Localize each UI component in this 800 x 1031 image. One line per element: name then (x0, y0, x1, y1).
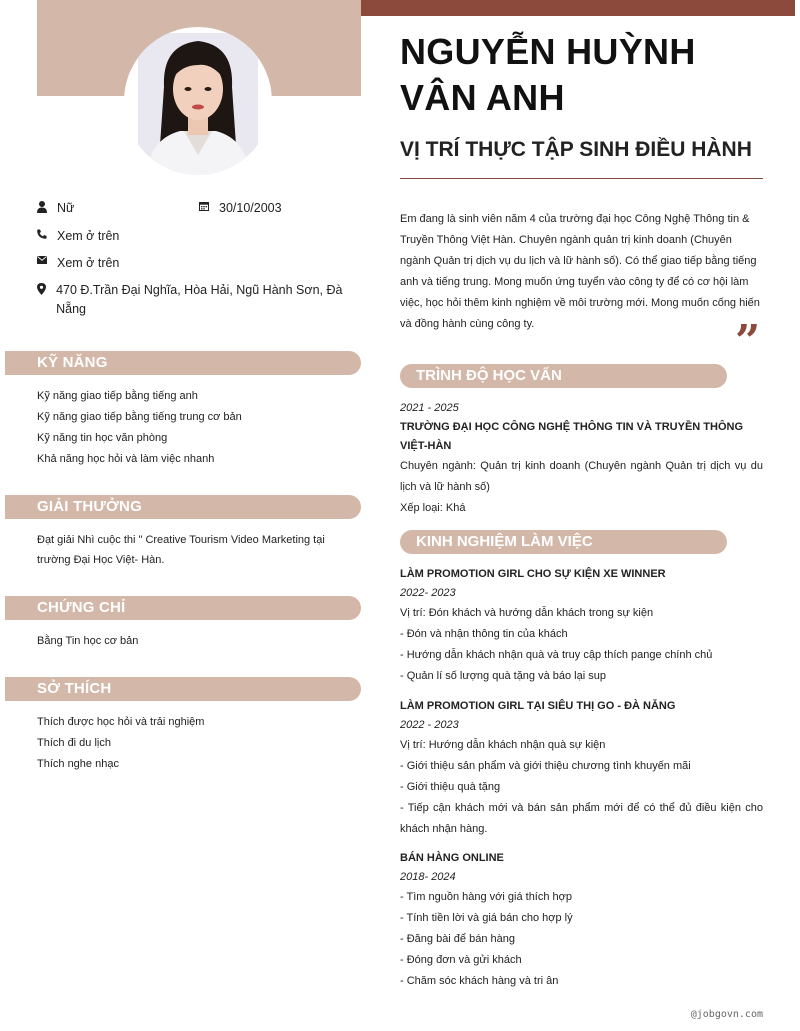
job-block (400, 697, 763, 840)
skills-list (37, 386, 347, 470)
job-line: - Quản lí số lượng quà tặng và báo lại sup (400, 670, 606, 682)
job-period: 2022 - 2023 (400, 719, 459, 731)
job-period: 2022- 2023 (400, 587, 456, 599)
skills-heading: KỸ NĂNG (5, 351, 361, 375)
job-line: - Đón và nhận thông tin của khách (400, 628, 568, 640)
hobbies-list (37, 712, 347, 775)
education-heading: TRÌNH ĐỘ HỌC VẤN (400, 364, 727, 388)
job-line: - Chăm sóc khách hàng và tri ân (400, 975, 559, 987)
quote-icon: ” (735, 316, 761, 367)
envelope-icon (37, 254, 47, 264)
job-block (400, 565, 763, 687)
divider (400, 178, 763, 179)
job-line: - Tìm nguồn hàng với giá thích hợp (400, 891, 572, 903)
job-block (400, 849, 763, 992)
list-item: Thích được học hỏi và trải nghiệm (37, 716, 205, 728)
candidate-name: NGUYỄN HUỲNH VÂN ANH (400, 31, 696, 118)
experience-heading: KINH NGHIỆM LÀM VIỆC (400, 530, 727, 554)
target-role: VỊ TRÍ THỰC TẬP SINH ĐIỀU HÀNH (400, 138, 752, 161)
avatar (124, 27, 272, 175)
phone-value: Xem ở trên (57, 229, 120, 243)
awards-heading: GIẢI THƯỞNG (5, 495, 361, 519)
education-major: Chuyên ngành: Quản trị kinh doanh (Chuyên ngành Quản trị dịch vụ du lịch và lữ hành số) (400, 460, 763, 493)
gender-row (37, 199, 74, 218)
job-line: - Hướng dẫn khách nhận quà và truy cập thích pange chính chủ (400, 649, 713, 661)
calendar-icon (199, 199, 209, 211)
education-period: 2021 - 2025 (400, 402, 459, 414)
job-line: - Giới thiệu quà tặng (400, 781, 501, 793)
education-block (400, 399, 763, 519)
birthday-value: 30/10/2003 (219, 201, 282, 215)
list-item: Kỹ năng giao tiếp bằng tiếng anh (37, 390, 198, 402)
map-pin-icon (37, 281, 46, 295)
education-grade: Xếp loại: Khá (400, 502, 466, 514)
gender-value: Nữ (57, 201, 75, 215)
list-item: Thích nghe nhạc (37, 758, 119, 770)
education-school: TRƯỜNG ĐẠI HỌC CÔNG NGHỆ THÔNG TIN VÀ TRUYỀN THÔNG VIỆT-HÀN (400, 421, 744, 452)
footer-watermark: @jobgovn.com (690, 1009, 763, 1020)
certificates-heading: CHỨNG CHỈ (5, 596, 361, 620)
job-title: LÀM PROMOTION GIRL TẠI SIÊU THỊ GO - ĐÀ NẴNG (400, 700, 676, 712)
hobbies-heading: SỞ THÍCH (5, 677, 361, 701)
certificates-list (37, 631, 347, 652)
birthday-row (199, 199, 282, 218)
job-title: LÀM PROMOTION GIRL CHO SỰ KIỆN XE WINNER (400, 568, 666, 580)
address-value: 470 Đ.Trần Đại Nghĩa, Hòa Hải, Ngũ Hành Sơn, Đà Nẵng (56, 283, 343, 316)
list-item: Khả năng học hỏi và làm việc nhanh (37, 453, 215, 465)
job-line: Vị trí: Đón khách và hướng dẫn khách trong sự kiện (400, 607, 654, 619)
list-item: Kỹ năng tin học văn phòng (37, 432, 168, 444)
list-item: Bằng Tin học cơ bản (37, 635, 139, 647)
job-line: - Tiếp cận khách mới và bán sản phẩm mới để có thể đủ điều kiện cho khách nhận hàng. (400, 802, 763, 835)
job-line: - Đăng bài để bán hàng (400, 933, 515, 945)
email-value: Xem ở trên (57, 256, 120, 270)
job-line: Vị trí: Hướng dẫn khách nhận quà sự kiện (400, 739, 606, 751)
job-title: BÁN HÀNG ONLINE (400, 852, 504, 864)
awards-text: Đạt giải Nhì cuộc thi " Creative Tourism Video Marketing tại trường Đại Học Việt- Hàn. (37, 534, 325, 566)
phone-row (37, 227, 119, 246)
top-accent-bar (360, 0, 795, 16)
list-item: Kỹ năng giao tiếp bằng tiếng trung cơ bản (37, 411, 242, 423)
user-icon (37, 199, 47, 213)
list-item: Thích đi du lịch (37, 737, 111, 749)
summary-text: Em đang là sinh viên năm 4 của trường đại học Công Nghệ Thông tin & Truyền Thông Việt Hàn. Chuyên ngành quản trị kinh doanh (Chuyên ngành Quản trị dịch vụ du lịch và lữ hành số). Có thể giao tiếp bằng tiếng anh và tiếng trung. Mong muốn ứng tuyển vào công ty để có cơ hội làm việc, học hỏi thêm kinh nghiệm về môi trường mới. Mong muốn cống hiến và đồng hành cùng công ty. (400, 213, 760, 330)
job-line: - Tính tiền lời và giá bán cho hợp lý (400, 912, 573, 924)
job-line: - Giới thiệu sản phẩm và giới thiệu chương tình khuyến mãi (400, 760, 691, 772)
job-line: - Đóng đơn và gửi khách (400, 954, 522, 966)
email-row (37, 254, 119, 273)
address-row (37, 281, 347, 319)
job-period: 2018- 2024 (400, 871, 456, 883)
phone-icon (37, 227, 47, 239)
